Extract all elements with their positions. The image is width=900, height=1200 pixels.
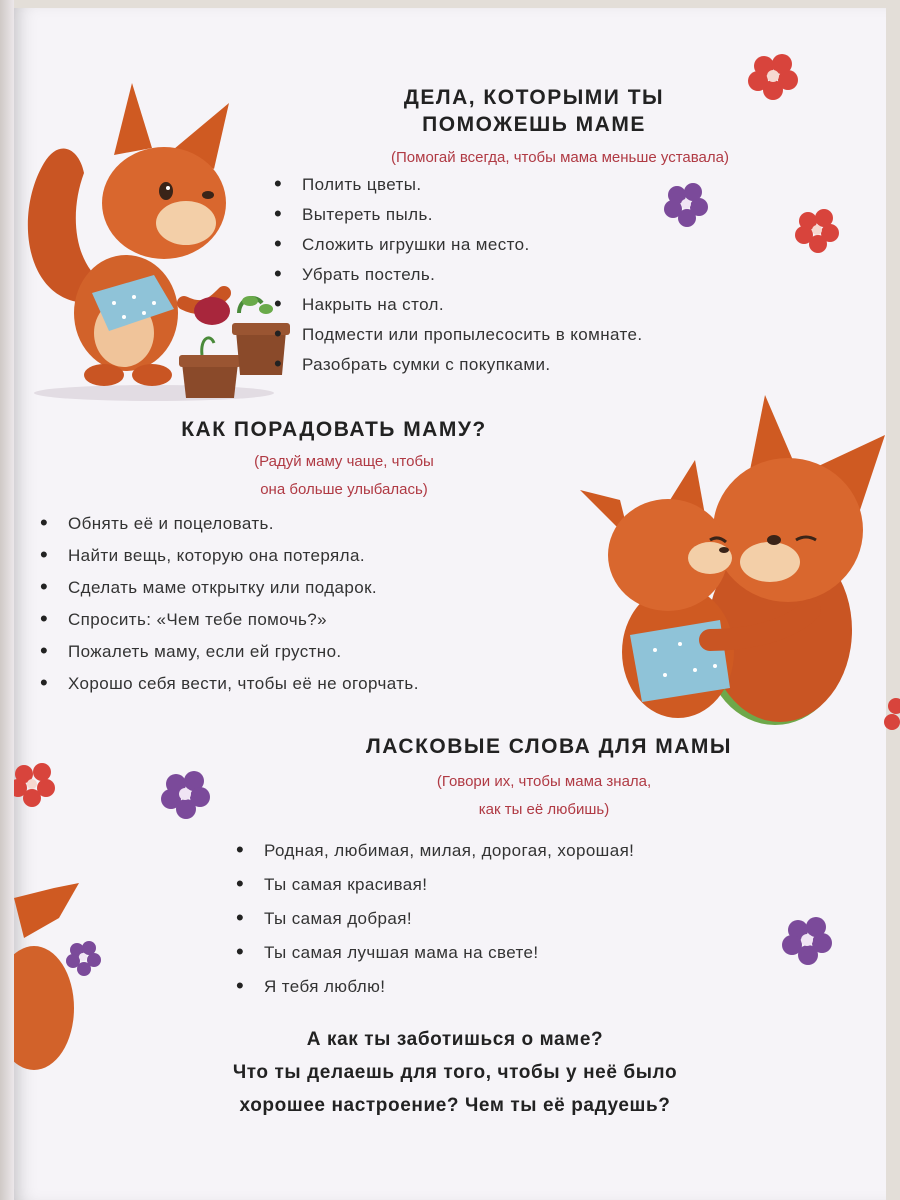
purple-flower-icon (156, 766, 216, 822)
purple-flower-icon (659, 178, 715, 230)
list-item: • Сделать маме открытку или подарок. (30, 572, 419, 604)
subtitle-line: она больше улыбалась) (260, 481, 428, 498)
list-item: • Сложить игрушки на место. (264, 230, 643, 260)
make-mom-happy-list (30, 508, 419, 700)
list-item: • Обнять её и поцеловать. (30, 508, 419, 540)
list-item: • Родная, любимая, милая, дорогая, хорошая! (226, 834, 634, 868)
outro-line: А как ты заботишься о маме? (306, 1029, 604, 1050)
list-item: • Полить цветы. (264, 170, 643, 200)
red-flower-icon (14, 758, 58, 808)
list-item: • Вытереть пыль. (264, 200, 643, 230)
previous-page-edge (0, 0, 14, 1200)
list-item: • Убрать постель. (264, 260, 643, 290)
list-item: • Спросить: «Чем тебе помочь?» (30, 604, 419, 636)
list-item: • Разобрать сумки с покупками. (264, 350, 643, 380)
red-flower-icon (742, 48, 808, 104)
squirrel-watering-illustration (14, 63, 294, 403)
subtitle-line: (Радуй маму чаще, чтобы (254, 453, 434, 470)
list-item: • Пожалеть маму, если ей грустно. (30, 636, 419, 668)
red-flower-icon (882, 694, 900, 738)
book-page (14, 8, 886, 1200)
section-title-make-mom-happy: КАК ПОРАДОВАТЬ МАМУ? (181, 418, 487, 441)
title-line: ПОМОЖЕШЬ МАМЕ (422, 113, 646, 136)
section-title-kind-words: ЛАСКОВЫЕ СЛОВА ДЛЯ МАМЫ (366, 735, 732, 758)
section-subtitle-kind-words (344, 768, 744, 824)
purple-flower-icon (776, 911, 840, 969)
red-flower-icon (790, 204, 846, 258)
subtitle-line: как ты её любишь) (478, 801, 610, 818)
list-item: • Накрыть на стол. (264, 290, 643, 320)
section-subtitle-chores: (Помогай всегда, чтобы мама меньше уставала) (391, 149, 729, 166)
outro-line: хорошее настроение? Чем ты её радуешь? (239, 1095, 671, 1116)
outro-line: Что ты делаешь для того, чтобы у неё было (232, 1062, 678, 1083)
purple-flower-icon (62, 936, 106, 980)
list-item: • Ты самая добрая! (226, 902, 634, 936)
list-item: • Найти вещь, которую она потеряла. (30, 540, 419, 572)
list-item: • Ты самая лучшая мама на свете! (226, 936, 634, 970)
chores-list (264, 170, 643, 380)
list-item: • Я тебя люблю! (226, 970, 634, 1004)
squirrels-hugging-illustration (560, 390, 890, 735)
title-line: ДЕЛА, КОТОРЫМИ ТЫ (403, 86, 665, 109)
subtitle-line: (Говори их, чтобы мама знала, (436, 773, 652, 790)
section-subtitle-make-mom-happy (164, 448, 524, 504)
section-title-chores (344, 84, 724, 138)
list-item: • Подмести или пропылесосить в комнате. (264, 320, 643, 350)
list-item: • Ты самая красивая! (226, 868, 634, 902)
closing-questions (110, 1023, 800, 1122)
list-item: • Хорошо себя вести, чтобы её не огорчать. (30, 668, 419, 700)
kind-words-list (226, 834, 634, 1004)
